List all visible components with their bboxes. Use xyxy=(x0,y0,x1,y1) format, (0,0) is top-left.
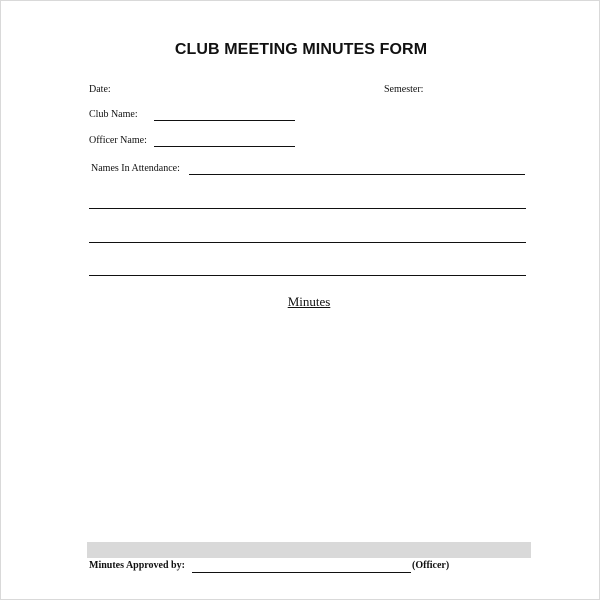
semester-label: Semester: xyxy=(384,84,424,95)
date-label: Date: xyxy=(89,84,111,95)
attendance-line-3[interactable] xyxy=(89,275,526,276)
officer-name-label: Officer Name: xyxy=(89,135,147,146)
attendance-line-1[interactable] xyxy=(89,208,526,209)
attendance-line-2[interactable] xyxy=(89,242,526,243)
club-name-label: Club Name: xyxy=(89,109,138,120)
form-title: CLUB MEETING MINUTES FORM xyxy=(174,41,428,58)
officer-name-field[interactable] xyxy=(154,146,295,147)
attendance-field[interactable] xyxy=(189,174,525,175)
minutes-heading: Minutes xyxy=(287,294,331,309)
approved-by-label: Minutes Approved by: xyxy=(89,560,185,571)
approved-by-field[interactable] xyxy=(192,572,411,573)
officer-suffix: (Officer) xyxy=(412,560,450,571)
club-name-field[interactable] xyxy=(154,120,295,121)
attendance-label: Names In Attendance: xyxy=(91,163,180,174)
footer-band xyxy=(87,542,531,558)
